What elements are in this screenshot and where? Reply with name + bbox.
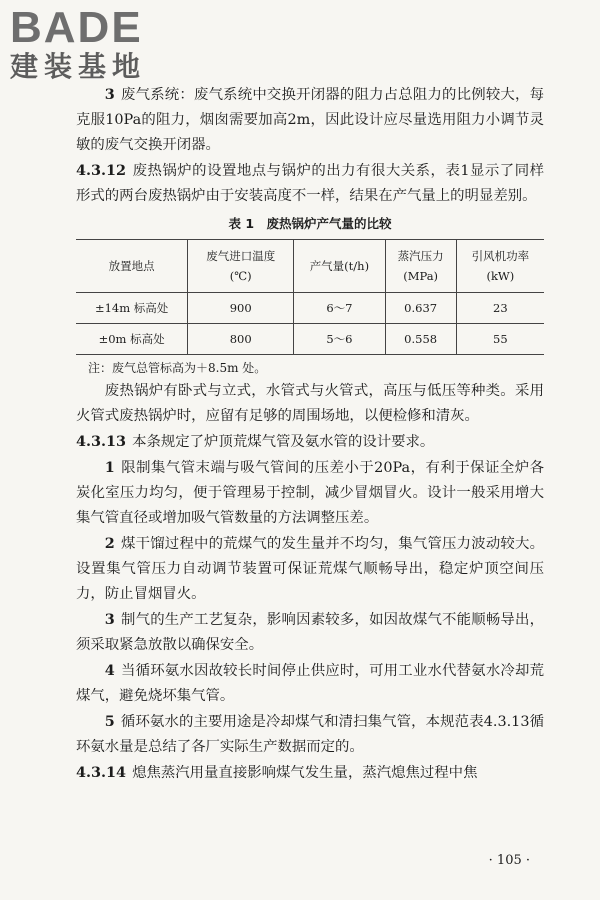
header-location: 放置地点	[76, 240, 188, 293]
cell-location: ±14m 标高处	[76, 293, 188, 324]
list-item-4	[76, 658, 544, 709]
header-steam-output: 产气量(t/h)	[294, 240, 385, 293]
paragraph-boiler-types: 废热锅炉有卧式与立式，水管式与火管式，高压与低压等种类。采用火管式废热锅炉时，应留有足够的周围场地，以便检修和清灰。	[76, 383, 544, 424]
paragraph-item-3-exhaust-system	[76, 82, 544, 158]
list-item-5	[76, 709, 544, 760]
table-row	[76, 324, 544, 355]
cell-temp: 800	[188, 324, 294, 355]
page-body	[76, 82, 544, 786]
boiler-comparison-table	[76, 239, 544, 355]
header-fan-power: 引风机功率 (kW)	[456, 240, 544, 293]
item-text: 制气的生产工艺复杂，影响因素较多，如因故煤气不能顺畅导出，须采取紧急放散以确保安全。	[76, 612, 544, 653]
item-number: 3	[104, 611, 115, 628]
cell-power: 23	[456, 293, 544, 324]
logo-wordmark: BADE	[10, 3, 143, 52]
cell-location: ±0m 标高处	[76, 324, 188, 355]
table-row	[76, 293, 544, 324]
cell-temp: 900	[188, 293, 294, 324]
list-item-2	[76, 531, 544, 607]
cell-pressure: 0.558	[385, 324, 456, 355]
table-title: 表 1 废热锅炉产气量的比较	[228, 216, 392, 231]
item-number: 1	[104, 459, 115, 476]
header-steam-pressure: 蒸汽压力 (MPa)	[385, 240, 456, 293]
clause-text: 废热锅炉的设置地点与锅炉的出力有很大关系，表1显示了同样形式的两台废热锅炉由于安装高度不一样，结果在产气量上的明显差别。	[76, 163, 544, 204]
clause-number: 4.3.12	[76, 162, 127, 179]
clause-text: 熄焦蒸汽用量直接影响煤气发生量，蒸汽熄焦过程中焦	[132, 765, 478, 781]
table-header-row	[76, 240, 544, 293]
list-item-1	[76, 455, 544, 531]
list-item-3	[76, 607, 544, 658]
cell-power: 55	[456, 324, 544, 355]
bade-logo	[10, 3, 180, 84]
logo-chinese-text: 建装基地	[10, 50, 147, 83]
clause-text: 本条规定了炉顶荒煤气管及氨水管的设计要求。	[132, 434, 435, 450]
item-text: 煤干馏过程中的荒煤气的发生量并不均匀，集气管压力波动较大。设置集气管压力自动调节装置可保证荒煤气顺畅导出，稳定炉顶空间压力，防止冒烟冒火。	[76, 536, 544, 602]
item-number: 3	[104, 86, 115, 103]
paragraph-text: 废气系统：废气系统中交换开闭器的阻力占总阻力的比例较大，每克服10Pa的阻力，烟囱需要加高2m，因此设计应尽量选用阻力小调节灵敏的废气交换开闭器。	[76, 87, 544, 153]
item-text: 当循环氨水因故较长时间停止供应时，可用工业水代替氨水冷却荒煤气，避免烧坏集气管。	[76, 663, 544, 704]
item-text: 限制集气管末端与吸气管间的压差小于20Pa，有利于保证全炉各炭化室压力均匀，便于管理易于控制，减少冒烟冒火。设计一般采用增大集气管直径或增加吸气管数量的方法调整压差。	[76, 460, 544, 526]
clause-4-3-14	[76, 760, 544, 786]
item-text: 循环氨水的主要用途是冷却煤气和清扫集气管，本规范表4.3.13循环氨水量是总结了各厂实际生产数据而定的。	[76, 714, 544, 755]
cell-output: 6～7	[294, 293, 385, 324]
cell-pressure: 0.637	[385, 293, 456, 324]
clause-4-3-12	[76, 158, 544, 209]
cell-output: 5～6	[294, 324, 385, 355]
item-number: 4	[104, 662, 115, 679]
page-number: · 105 ·	[488, 853, 530, 868]
clause-number: 4.3.14	[76, 764, 127, 781]
item-number: 2	[104, 535, 115, 552]
clause-number: 4.3.13	[76, 433, 127, 450]
item-number: 5	[104, 713, 115, 730]
clause-4-3-13	[76, 429, 544, 455]
table-note: 注：废气总管标高为＋8.5m 处。	[88, 361, 267, 375]
header-inlet-temp: 废气进口温度 (℃)	[188, 240, 294, 293]
